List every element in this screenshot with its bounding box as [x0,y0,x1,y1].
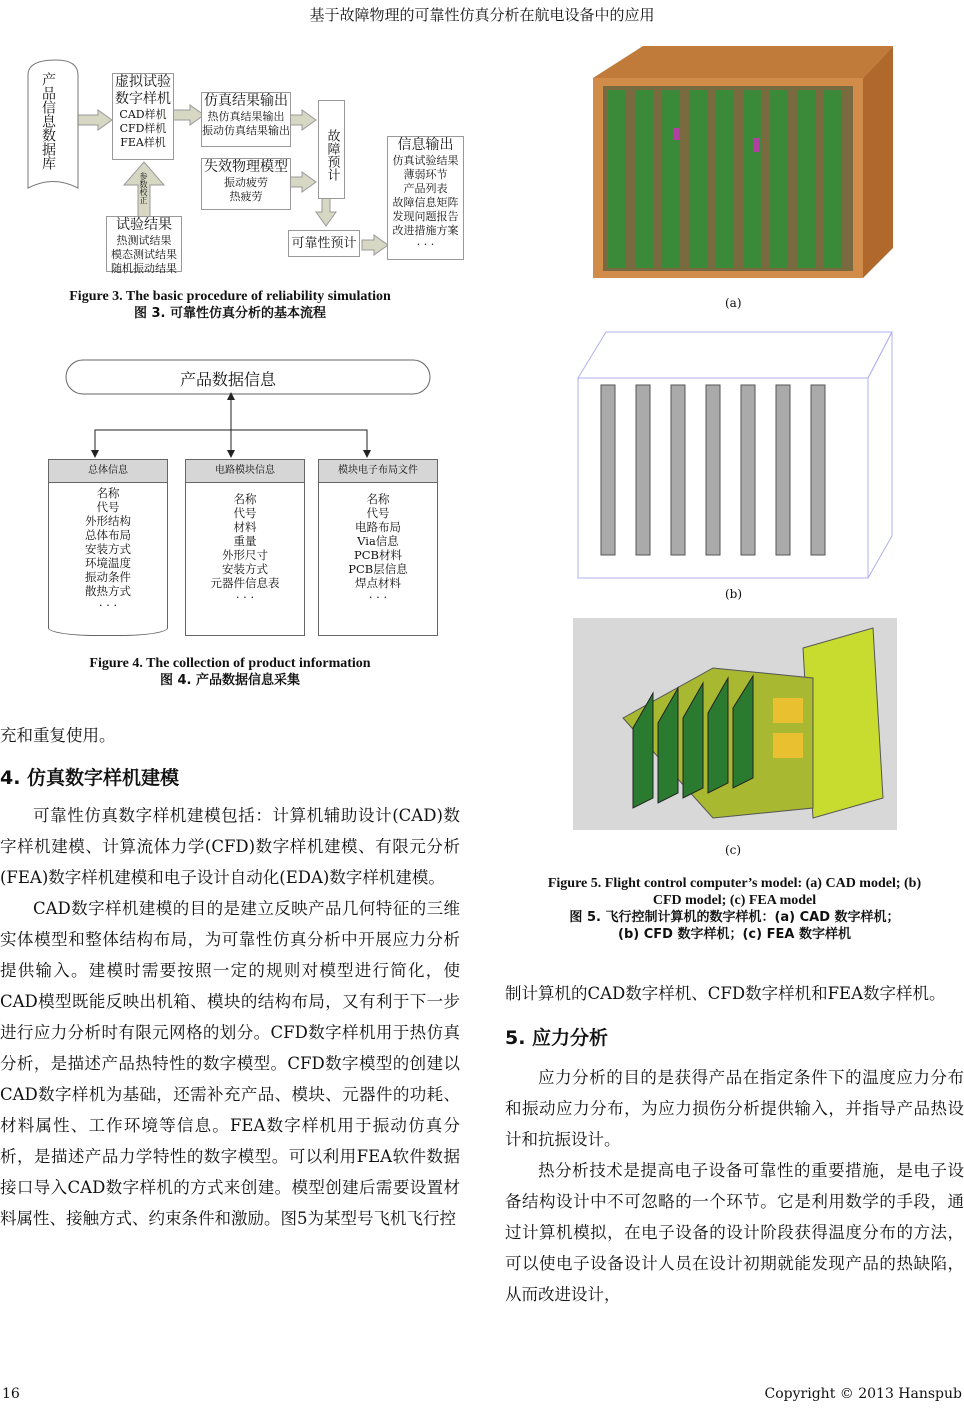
column-header: 总体信息 [49,460,167,483]
figure-5a-cad-image [573,38,897,280]
caption-en: CFD model; (c) FEA model [652,893,817,908]
box-item: 随机振动结果 [111,262,177,275]
box-item: 薄弱环节 [403,168,448,181]
box-item: 热测试结果 [116,234,172,247]
cad-model-render [573,38,897,280]
box-title: 试验结果 [116,217,172,233]
figure-3-caption [0,288,460,322]
box-item: CFD样机 [119,122,167,135]
info-output-box [387,136,464,260]
column-item: 名称 [96,486,120,500]
fea-model-render [573,618,897,830]
paragraph: 充和重复使用。 [0,726,116,745]
figure-5c-fea-image [573,618,897,830]
pof-model-box [201,158,291,210]
box-item: 振动疲劳 [224,176,268,189]
virtual-prototype-box [112,73,174,160]
left-column-text [0,720,460,1234]
paragraph: 热分析技术是提高电子设备可靠性的重要措施，是电子设备结构设计中不可忽略的一个环节。它是利用数学的手段，通过计算机模拟，在电子设备的设计阶段获得温度分布的方法，可以使电子设备设计人员在设计初期就能发现产品的热缺陷，从而改进设计， [505,1161,964,1304]
fault-prediction-box [318,100,345,199]
caption-cn: (b) CFD 数字样机；(c) FEA 数字样机 [618,927,851,942]
caption-en: Figure 5. Flight control computer’s model: (a) CAD model; (b) [547,876,922,891]
box-title: 虚拟试验 [115,74,171,90]
column-item: 代号 [96,500,120,514]
copyright: Copyright © 2013 Hanspub [764,1386,962,1402]
column-header: 电路模块信息 [186,460,304,483]
box-title: 数字样机 [115,91,171,107]
section-4-heading: 4. 仿真数字样机建模 [0,767,180,789]
subfigure-label-a: (a) [725,296,742,310]
box-item: 产品列表 [403,182,448,195]
info-column [318,459,438,636]
box-title: 故障预计 [324,129,340,181]
cfd-model-render [576,330,894,582]
column-item: 总体布局 [85,528,131,542]
caption-en: Figure 3. The basic procedure of reliability simulation [69,289,391,304]
box-item: 振动仿真结果输出 [202,124,290,137]
column-header: 模块电子布局文件 [319,460,437,483]
column-item: 名称 [233,492,257,506]
box-item: FEA样机 [120,136,166,149]
column-item: 重量 [233,534,257,548]
box-title: 信息输出 [397,137,454,153]
box-item: 热疲劳 [229,190,263,203]
paragraph: 可靠性仿真数字样机建模包括：计算机辅助设计(CAD)数字样机建模、计算流体力学(CFD)数字样机建模、有限元分析(FEA)数字样机建模和电子设计自动化(EDA)数字样机建模。 [0,806,460,887]
box-item: 模态测试结果 [111,248,177,261]
page-number: 16 [2,1386,20,1402]
sim-output-box [201,92,291,147]
caption-en: Figure 4. The collection of product information [89,656,371,671]
column-item: · · · [368,590,388,604]
column-item: · · · [98,598,118,612]
figure-4 [40,350,460,640]
caption-cn: 图 3. 可靠性仿真分析的基本流程 [133,306,327,321]
paragraph: 应力分析的目的是获得产品在指定条件下的温度应力分布和振动应力分布，为应力损伤分析提供输入，并指导产品热设计和抗振设计。 [505,1068,964,1149]
figure-3 [20,40,470,280]
paragraph: CAD数字样机建模的目的是建立反映产品几何特征的三维实体模型和整体结构布局，为可靠性仿真分析中开展应力分析提供输入。建模时需要按照一定的规则对模型进行简化，使CAD模型既能反映出机箱、模块的结构布局，又有利于下一步进行应力分析时有限元网格的划分。CFD数字样机用于热仿真分析，是描述产品热特性的数字模型。CFD数字模型的创建以CAD数字样机为基础，还需补充产品、模块、元器件的功耗、材料属性、工作环境等信息。FEA数字样机用于振动仿真分析，是描述产品力学特性的数字模型。可以利用FEA软件数据接口导入CAD数字样机的方式来创建。模型创建后需要设置材料属性、接触方式、约束条件和激励。图5为某型号飞机飞行控 [0,899,460,1228]
column-item: 外形结构 [85,514,131,528]
caption-cn: 图 4. 产品数据信息采集 [159,673,301,688]
database-label: 产品信息数据库 [40,72,56,170]
box-item: 发现问题报告 [392,210,459,223]
box-item: 热仿真结果输出 [207,110,285,123]
column-item: 元器件信息表 [210,576,280,590]
column-item: PCB层信息 [348,562,408,576]
subfigure-label-b: (b) [725,587,743,601]
subfigure-label-c: (c) [725,843,742,857]
right-column-text [505,978,964,1310]
figure-5b-cfd-image [576,330,894,582]
column-item: 电路布局 [355,520,401,534]
info-column [185,459,305,636]
column-item: 散热方式 [85,584,131,598]
section-5-heading: 5. 应力分析 [505,1027,609,1049]
box-item: · · · [416,238,435,251]
box-item: 仿真试验结果 [392,154,459,167]
box-title: 失效物理模型 [204,159,288,175]
figure-5-caption [505,875,964,943]
param-calibration-label: 参数校正 [139,172,148,204]
column-item: 安装方式 [85,542,131,556]
column-item: 外形尺寸 [222,548,268,562]
column-item: 代号 [233,506,257,520]
column-item: PCB材料 [354,548,402,562]
box-title: 仿真结果输出 [204,93,288,109]
product-data-title: 产品数据信息 [180,370,277,389]
column-item: Via信息 [357,534,399,548]
column-item: · · · [235,590,255,604]
column-item: 环境温度 [85,556,131,570]
column-item: 振动条件 [85,570,131,584]
box-title: 可靠性预计 [291,236,357,251]
reliability-prediction-box [288,230,360,257]
running-header: 基于故障物理的可靠性仿真分析在航电设备中的应用 [309,6,655,24]
paragraph: 制计算机的CAD数字样机、CFD数字样机和FEA数字样机。 [505,984,946,1003]
column-item: 焊点材料 [355,576,401,590]
box-item: 故障信息矩阵 [392,196,459,209]
column-item: 安装方式 [222,562,268,576]
figure-4-caption [0,655,460,689]
column-item: 代号 [366,506,390,520]
box-item: 改进措施方案 [392,224,459,237]
column-item: 材料 [233,520,257,534]
column-item: 名称 [366,492,390,506]
caption-cn: 图 5. 飞行控制计算机的数字样机：(a) CAD 数字样机； [569,910,900,925]
info-column [48,459,168,636]
box-item: CAD样机 [119,108,167,121]
test-results-box [106,216,182,275]
